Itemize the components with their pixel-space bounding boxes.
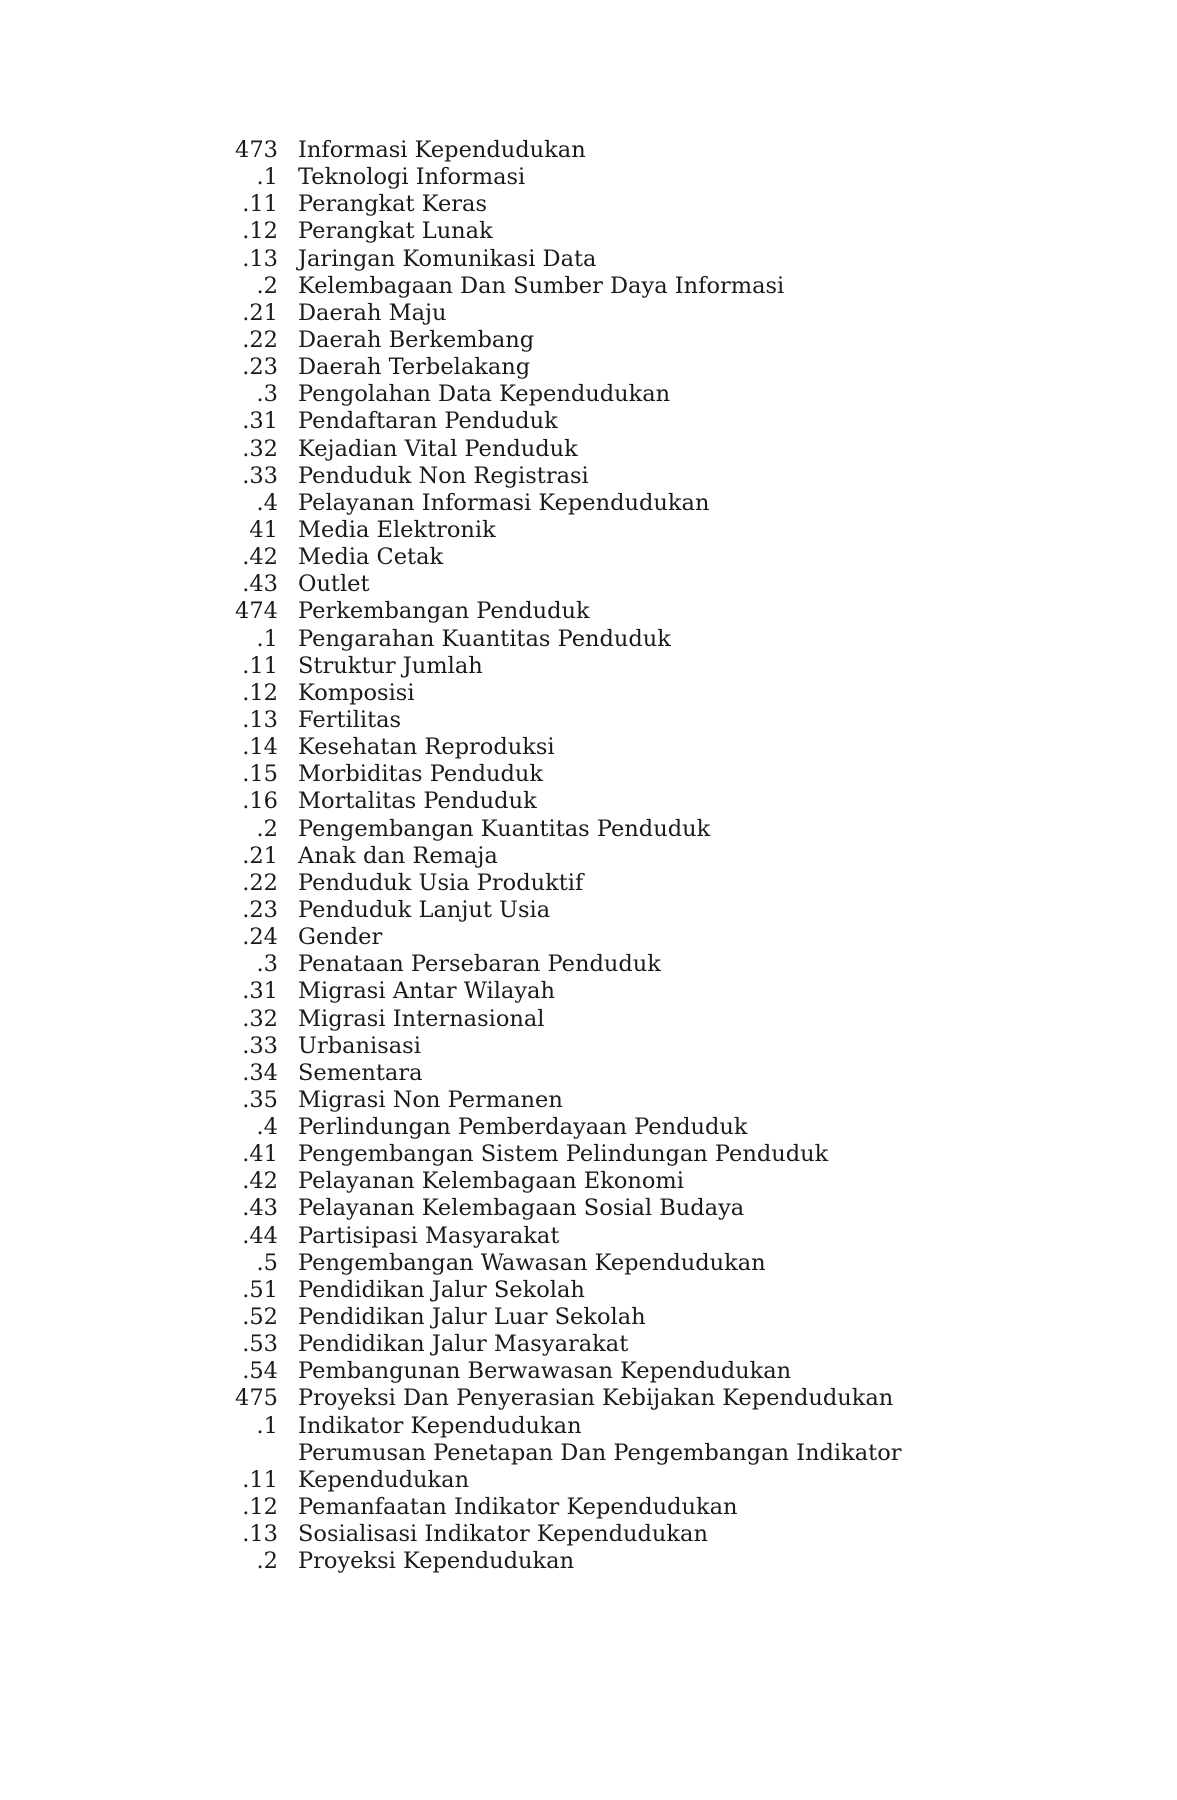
classification-code: .2 [256, 815, 278, 842]
classification-code: .2 [256, 1548, 278, 1575]
classification-code: 473 [235, 137, 278, 163]
classification-code: .11 [242, 652, 278, 679]
classification-row [223, 680, 983, 707]
classification-row [223, 924, 983, 951]
classification-title: Media Elektronik [298, 516, 496, 543]
classification-row [223, 870, 983, 897]
classification-code: .32 [242, 435, 278, 462]
classification-row [223, 1141, 983, 1168]
classification-title: Daerah Terbelakang [298, 354, 531, 381]
classification-row [223, 626, 983, 653]
classification-title: Penduduk Non Registrasi [298, 462, 589, 489]
classification-code: .11 [242, 191, 278, 218]
classification-code: .41 [242, 1141, 278, 1168]
classification-row [223, 816, 983, 843]
classification-code: .31 [242, 978, 278, 1005]
classification-title: Media Cetak [298, 544, 444, 571]
classification-code: .1 [256, 625, 278, 652]
classification-title: Perlindungan Pemberdayaan Penduduk [298, 1114, 748, 1141]
classification-title: Teknologi Informasi [298, 164, 526, 191]
classification-title: Penduduk Usia Produktif [298, 869, 584, 896]
classification-code: .2 [256, 272, 278, 299]
classification-row [223, 1548, 983, 1575]
classification-code: .4 [256, 489, 278, 516]
classification-row [223, 1385, 983, 1412]
classification-code: .24 [242, 924, 278, 951]
classification-row [223, 1033, 983, 1060]
classification-code: .44 [242, 1222, 278, 1249]
classification-row [223, 1277, 983, 1304]
classification-code: .23 [242, 896, 278, 923]
classification-code: .1 [256, 164, 278, 191]
classification-code: .12 [242, 1494, 278, 1521]
classification-title: Kesehatan Reproduksi [298, 734, 555, 761]
classification-title: Daerah Berkembang [298, 326, 535, 353]
classification-row [223, 354, 983, 381]
classification-title: Indikator Kependudukan [298, 1412, 582, 1439]
classification-code: .53 [242, 1331, 278, 1358]
classification-title: Perkembangan Penduduk [298, 598, 590, 625]
classification-row [223, 978, 983, 1005]
classification-code: .13 [242, 1521, 278, 1548]
classification-row [223, 1413, 983, 1440]
classification-code: .13 [242, 245, 278, 272]
classification-row [223, 598, 983, 625]
classification-title: Perangkat Keras [298, 191, 487, 218]
classification-code: .12 [242, 218, 278, 245]
classification-row [223, 490, 983, 517]
classification-code: .43 [242, 571, 278, 598]
classification-title: Pelayanan Kelembagaan Sosial Budaya [298, 1195, 745, 1222]
classification-row [223, 897, 983, 924]
classification-row [223, 436, 983, 463]
classification-row [223, 408, 983, 435]
classification-code: .16 [242, 788, 278, 815]
classification-code: .5 [256, 1249, 278, 1276]
classification-title: Pengarahan Kuantitas Penduduk [298, 625, 671, 652]
classification-title: Proyeksi Dan Penyerasian Kebijakan Kependudukan [298, 1385, 894, 1412]
classification-code: .13 [242, 706, 278, 733]
classification-title: Pembangunan Berwawasan Kependudukan [298, 1358, 792, 1385]
classification-title: Jaringan Komunikasi Data [298, 245, 597, 272]
classification-row [223, 843, 983, 870]
classification-row [223, 1195, 983, 1222]
classification-title: Komposisi [298, 679, 415, 706]
classification-code: .32 [242, 1005, 278, 1032]
classification-code: 41 [249, 516, 278, 543]
classification-list [223, 137, 983, 1575]
classification-title: Pelayanan Informasi Kependudukan [298, 489, 710, 516]
classification-title: Gender [298, 924, 383, 951]
classification-row [223, 1521, 983, 1548]
classification-row [223, 164, 983, 191]
classification-code: .42 [242, 1168, 278, 1195]
classification-row [223, 788, 983, 815]
classification-row [223, 571, 983, 598]
classification-code: .1 [256, 1412, 278, 1439]
classification-code: 474 [235, 598, 278, 625]
classification-row [223, 300, 983, 327]
classification-code: .22 [242, 326, 278, 353]
classification-row [223, 1250, 983, 1277]
classification-title: Pengolahan Data Kependudukan [298, 381, 671, 408]
classification-code: .23 [242, 354, 278, 381]
classification-code: .15 [242, 761, 278, 788]
classification-title: Pendidikan Jalur Luar Sekolah [298, 1304, 646, 1331]
classification-title: Pendidikan Jalur Masyarakat [298, 1331, 629, 1358]
classification-row [223, 544, 983, 571]
classification-row [223, 1168, 983, 1195]
classification-title: Urbanisasi [298, 1032, 421, 1059]
classification-title: Fertilitas [298, 706, 402, 733]
classification-code: .22 [242, 869, 278, 896]
classification-row [223, 246, 983, 273]
classification-row [223, 1304, 983, 1331]
classification-title: Anak dan Remaja [298, 842, 498, 869]
classification-row [223, 951, 983, 978]
classification-row [223, 1087, 983, 1114]
classification-row [223, 1223, 983, 1250]
classification-row [223, 1006, 983, 1033]
classification-title: Pendaftaran Penduduk [298, 408, 558, 435]
classification-code: .21 [242, 842, 278, 869]
classification-code: .12 [242, 679, 278, 706]
classification-title: Pengembangan Sistem Pelindungan Penduduk [298, 1141, 829, 1168]
classification-row [223, 1467, 983, 1494]
classification-title: Pemanfaatan Indikator Kependudukan [298, 1494, 738, 1521]
classification-row [223, 1440, 983, 1467]
classification-row [223, 327, 983, 354]
classification-code: .33 [242, 1032, 278, 1059]
classification-title: Struktur Jumlah [298, 652, 483, 679]
classification-row [223, 761, 983, 788]
classification-code: .11 [242, 1466, 278, 1493]
classification-title: Penduduk Lanjut Usia [298, 896, 551, 923]
classification-title: Perumusan Penetapan Dan Pengembangan Indikator [298, 1439, 902, 1466]
classification-code: .51 [242, 1276, 278, 1303]
classification-code: .42 [242, 544, 278, 571]
classification-row [223, 1331, 983, 1358]
classification-code: .33 [242, 462, 278, 489]
classification-code: .4 [256, 1114, 278, 1141]
classification-code: .43 [242, 1195, 278, 1222]
classification-row [223, 463, 983, 490]
classification-row [223, 653, 983, 680]
classification-code: .14 [242, 734, 278, 761]
classification-title: Morbiditas Penduduk [298, 761, 544, 788]
classification-row [223, 1494, 983, 1521]
classification-code: .3 [256, 381, 278, 408]
classification-row [223, 1358, 983, 1385]
classification-title: Migrasi Antar Wilayah [298, 978, 555, 1005]
classification-code: 475 [235, 1385, 278, 1412]
classification-code: .35 [242, 1086, 278, 1113]
classification-title: Kependudukan [298, 1466, 470, 1493]
classification-title: Migrasi Internasional [298, 1005, 545, 1032]
classification-title: Sementara [298, 1059, 423, 1086]
classification-title: Proyeksi Kependudukan [298, 1548, 575, 1575]
classification-row [223, 273, 983, 300]
classification-title: Pendidikan Jalur Sekolah [298, 1276, 585, 1303]
classification-title: Pengembangan Wawasan Kependudukan [298, 1249, 766, 1276]
classification-title: Kejadian Vital Penduduk [298, 435, 578, 462]
classification-title: Mortalitas Penduduk [298, 788, 537, 815]
classification-title: Pengembangan Kuantitas Penduduk [298, 815, 711, 842]
classification-row [223, 517, 983, 544]
classification-code: .21 [242, 299, 278, 326]
classification-row [223, 1060, 983, 1087]
classification-title: Daerah Maju [298, 299, 447, 326]
classification-title: Pelayanan Kelembagaan Ekonomi [298, 1168, 684, 1195]
classification-row [223, 191, 983, 218]
classification-row [223, 137, 983, 164]
classification-row [223, 734, 983, 761]
classification-title: Informasi Kependudukan [298, 137, 586, 163]
classification-row [223, 707, 983, 734]
classification-code: .52 [242, 1304, 278, 1331]
classification-title: Partisipasi Masyarakat [298, 1222, 560, 1249]
classification-title: Kelembagaan Dan Sumber Daya Informasi [298, 272, 785, 299]
classification-row [223, 218, 983, 245]
classification-title: Perangkat Lunak [298, 218, 493, 245]
classification-code: .34 [242, 1059, 278, 1086]
classification-code: .54 [242, 1358, 278, 1385]
classification-title: Sosialisasi Indikator Kependudukan [298, 1521, 708, 1548]
classification-row [223, 1114, 983, 1141]
classification-title: Outlet [298, 571, 370, 598]
classification-code: .31 [242, 408, 278, 435]
classification-row [223, 381, 983, 408]
classification-title: Penataan Persebaran Penduduk [298, 951, 661, 978]
classification-title: Migrasi Non Permanen [298, 1086, 563, 1113]
classification-code: .3 [256, 951, 278, 978]
